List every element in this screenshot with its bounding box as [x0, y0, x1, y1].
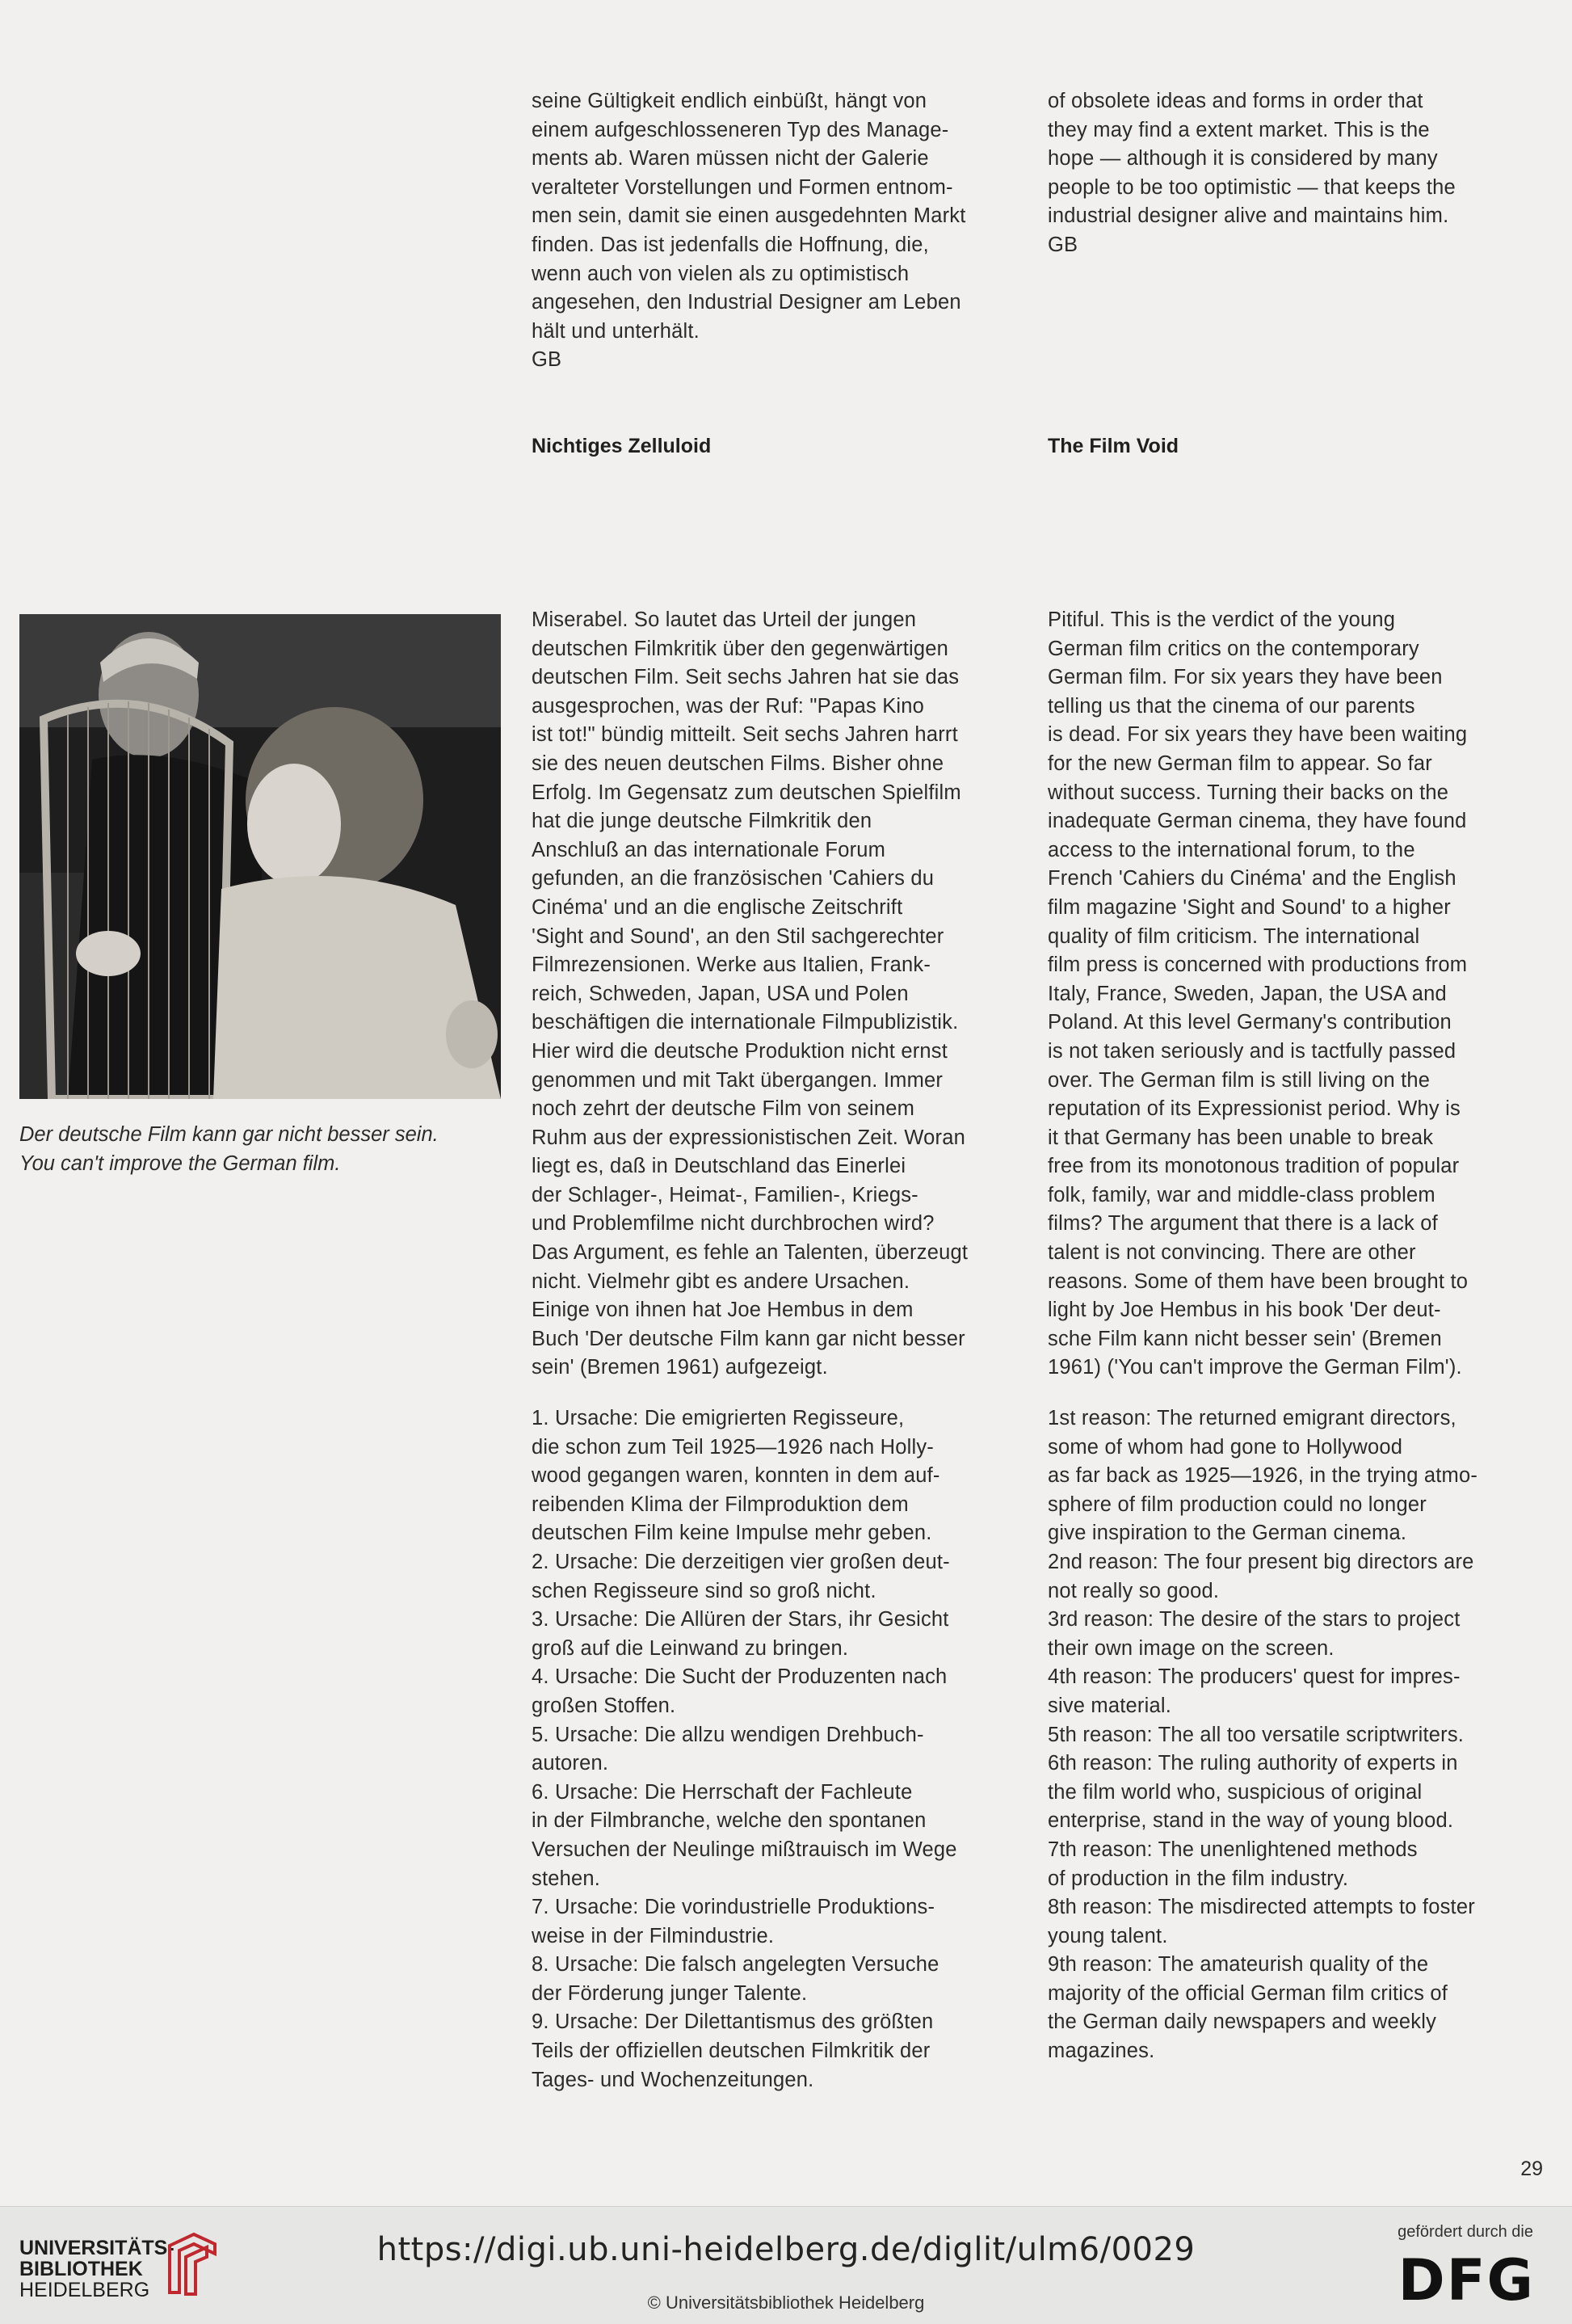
heading-german: Nichtiges Zelluloid: [532, 435, 712, 457]
dfg-logo: DFG: [1398, 2247, 1535, 2313]
reasons-list-english: 1st reason: The returned emigrant directors, some of whom had gone to Hollywood as far back as 1925—1926, in the trying atmo- sphere of film production could no longer give inspiration to the German cinema. 2nd reason: The four present big directors are not really so good. 3rd reason: The desire of the stars to project their own image on the screen. 4th reason: The producers' quest for impres- sive material. 5th reason: The all too versatile scriptwriters. 6th reason: The ruling authority of experts in the film world who, suspicious of original enterprise, stand in the way of young blood. 7th reason: The unenlightened methods of production in the film industry. 8th reason: The misdirected attempts to foster young talent. 9th reason: The amateurish quality of the majority of the official German film critics of the German daily newspapers and weekly magazines.: [1048, 1407, 1478, 2063]
copyright-notice: © Universitätsbibliothek Heidelberg: [647, 2292, 925, 2313]
photo-caption: Der deutsche Film kann gar nicht besser sein. You can't improve the German film.: [19, 1123, 439, 1175]
library-footer: [0, 2206, 1572, 2324]
intro-text-german: seine Gültigkeit endlich einbüßt, hängt von einem aufgeschlosseneren Typ des Manage- ments ab. Waren müssen nicht der Galerie veralteter Vorstellungen und Formen entnom- men sein, damit sie einen ausgedehnten Markt finden. Das ist jedenfalls die Hoffnung, die, wenn auch von vielen als zu optimistisch angesehen, den Industrial Designer am Leben hält und unterhält. GB: [532, 90, 966, 372]
film-still-photo: [19, 614, 501, 1099]
body-text-english: Pitiful. This is the verdict of the young German film critics on the contemporary German film. For six years they have been telling us that the cinema of our parents is dead. For six years they have been waiting for the new German film to appear. So far without success. Turning their backs on the inadequate German cinema, they have found access to the international forum, to the French 'Cahiers du Cinéma' and the English film magazine 'Sight and Sound' to a higher quality of film criticism. The international film press is concerned with productions from Italy, France, Sweden, Japan, the USA and Poland. At this level Germany's contribution is not taken seriously and is tactfully passed over. The German film is still living on the reputation of its Expressionist period. Why is it that Germany has been unable to break free from its monotonous tradition of popular folk, family, war and middle-class problem films? The argument that there is a lack of talent is not convincing. There are other reasons. Some of them have been brought to light by Joe Hembus in his book 'Der deut- sche Film kann nicht besser sein' (Bremen 1961) ('You can't improve the German Film').: [1048, 608, 1469, 1379]
permalink-url[interactable]: https://digi.ub.uni-heidelberg.de/diglit/ulm6/0029: [376, 2231, 1196, 2268]
library-name: UNIVERSITÄTS- BIBLIOTHEK HEIDELBERG: [19, 2237, 174, 2301]
reasons-list-german: 1. Ursache: Die emigrierten Regisseure, die schon zum Teil 1925—1926 nach Holly- wood gegangen waren, konnten in dem auf- reibenden Klima der Filmproduktion dem deutschen Film keine Impulse mehr geben. 2. Ursache: Die derzeitigen vier großen deut- schen Regisseure sind so groß nicht. 3. Ursache: Die Allüren der Stars, ihr Gesicht groß auf die Leinwand zu bringen. 4. Ursache: Die Sucht der Produzenten nach großen Stoffen. 5. Ursache: Die allzu wendigen Drehbuch- autoren. 6. Ursache: Die Herrschaft der Fachleute in der Filmbranche, welche den spontanen Versuchen der Neulinge mißtrauisch im Wege stehen. 7. Ursache: Die vorindustrielle Produktions- weise in der Filmindustrie. 8. Ursache: Die falsch angelegten Versuche der Förderung junger Talente. 9. Ursache: Der Dilettantismus des größten Teils der offiziellen deutschen Filmkritik der Tages- und Wochenzeitungen.: [532, 1407, 957, 2091]
body-text-german: Miserabel. So lautet das Urteil der jungen deutschen Filmkritik über den gegenwärtigen deutschen Film. Seit sechs Jahren hat sie das ausgesprochen, was der Ruf: "Papas Kino ist tot!" bündig mitteilt. Seit sechs Jahren harrt sie des neuen deutschen Films. Bisher ohne Erfolg. Im Gegensatz zum deutschen Spielfilm hat die junge deutsche Filmkritik den Anschluß an das internationale Forum gefunden, an die französischen 'Cahiers du Cinéma' und an die englische Zeitschrift 'Sight and Sound', an den Stil sachgerechter Filmrezensionen. Werke aus Italien, Frank- reich, Schweden, Japan, USA und Polen beschäftigen die internationale Filmpublizistik. Hier wird die deutsche Produktion nicht ernst genommen und mit Takt übergangen. Immer noch zehrt der deutsche Film von seinem Ruhm aus der expressionistischen Zeit. Woran liegt es, daß in Deutschland das Einerlei der Schlager-, Heimat-, Familien-, Kriegs- und Problemfilme nicht durchbrochen wird? Das Argument, es fehle an Talenten, überzeugt nicht. Vielmehr gibt es andere Ursachen. Einige von ihnen hat Joe Hembus in dem Buch 'Der deutsche Film kann gar nicht besser sein' (Bremen 1961) aufgezeigt.: [532, 608, 969, 1379]
funding-note: gefördert durch die: [1398, 2223, 1533, 2241]
page-number: 29: [1520, 2158, 1543, 2180]
heading-english: The Film Void: [1048, 435, 1179, 457]
intro-text-english: of obsolete ideas and forms in order that they may find a extent market. This is the hope — although it is considered by many people to be too optimistic — that keeps the industrial designer alive and maintains him. GB: [1048, 90, 1456, 256]
